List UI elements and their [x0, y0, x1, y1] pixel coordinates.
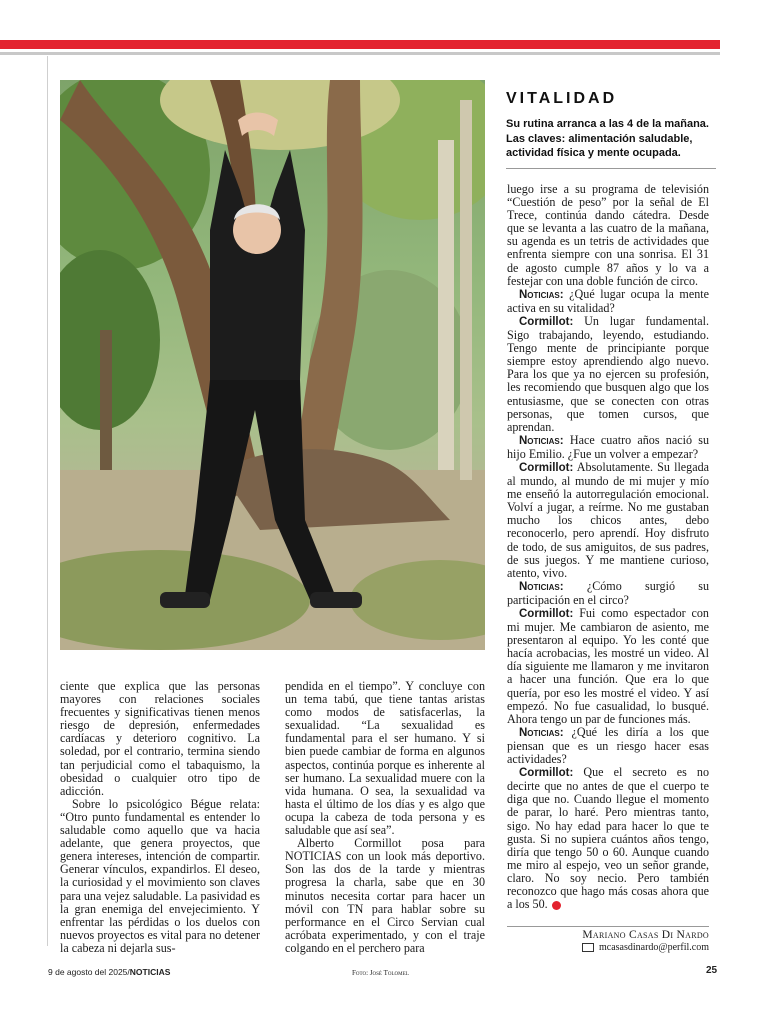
top-gray-rule	[0, 52, 720, 55]
speaker-noticias: Noticias:	[519, 288, 564, 301]
speaker-noticias: Noticias:	[519, 434, 564, 447]
caption-divider	[506, 168, 716, 169]
interview-answer: Cormillot: Un lugar fundamental. Sigo trabajando, leyendo, estudiando. Tengo mente de principiante porque siempre estoy aprendiendo algo nuevo. Para los que ya no ejercen su profesión, les recomiendo que busquen algo que los entusiasme, que se conecten con otras personas, que tomen cursos, que aprendan.	[507, 313, 709, 434]
article-column-3	[507, 183, 709, 911]
section-kicker: VITALIDAD	[506, 90, 618, 107]
paragraph: ciente que explica que las personas mayores con relaciones sociales frecuentes y significativas tienen menos riesgo de depresión, enfermedades cardíacas y deterioro cognitivo. La soledad, por el contrario, termina siendo tan perjudicial como el tabaquismo, la obesidad o cualquier otro tipo de adicción.	[60, 679, 260, 798]
speaker-noticias: Noticias:	[519, 726, 564, 739]
speaker-cormillot: Cormillot:	[519, 315, 574, 328]
article-column-2	[285, 680, 485, 955]
paragraph: pendida en el tiempo”. Y concluye con un tema tabú, que tiene tantas aristas como modos de satisfacerlas, la sexualidad. “La sexualidad es fundamental para el ser humano. Y si bien puede cambiar de forma en algunos aspectos, continúa porque es inherente al ser humano. La sexualidad muere con la vida humana. O sea, la sexualidad va hasta el último de los días y es algo que ocupa la cabeza de toda persona y es saludable que así sea”.	[285, 679, 485, 838]
interview-question: Noticias: Hace cuatro años nació su hijo Emilio. ¿Fue un volver a empezar?	[507, 432, 709, 461]
speaker-noticias: Noticias:	[519, 580, 564, 593]
paragraph: Alberto Cormillot posa para NOTICIAS con un look más deportivo. Son las dos de la tarde y mientras progresa la charla, sabe que en 30 minutos necesita cortar para hacer un móvil con TN para hablar sobre su performance en el Circo Servian cual acróbata experimentado, y con el traje colgando en el perchero para	[285, 836, 485, 955]
footer-date: 9 de agosto del 2025/NOTICIAS	[48, 967, 171, 977]
interview-question: Noticias: ¿Cómo surgió su participación en el circo?	[507, 578, 709, 607]
article-column-1	[60, 680, 260, 955]
mail-icon	[582, 943, 594, 952]
end-mark-icon	[552, 901, 561, 910]
paragraph: luego irse a su programa de televisión “Cuestión de peso” por la señal de El Trece, continúa dando cátedra. Desde que se levanta a las cuatro de la mañana, su agenda es un tetris de actividades que enfrenta siempre con una sonrisa. El 31 de agosto cumple 87 años y lo va a festejar con una doble función de circo.	[507, 182, 709, 288]
top-red-rule	[0, 40, 720, 49]
photo-caption: Su rutina arranca a las 4 de la mañana. Las claves: alimentación saludable, actividad física y mente ocupada.	[506, 118, 709, 159]
feature-photo	[60, 80, 485, 650]
speaker-cormillot: Cormillot:	[519, 608, 574, 620]
author-byline: Mariano Casas Di Nardo	[582, 929, 709, 941]
byline-divider	[507, 926, 709, 927]
interview-answer: Cormillot: Que el secreto es no decirte que no antes de que el cuerpo te diga que no. Cuando llegue el momento de parar, lo haré. Pero mientras tanto, sigo. No hay edad para hacer lo que te gusta. Si no supiera cuántos años tengo, diría que tengo 50 o 60. Aunque cuando me miro al espejo, veo un señor grande, claro. No soy necio. Pero también reconozco que hago más cosas ahora que a los 50.	[507, 765, 709, 912]
footer-magazine: NOTICIAS	[129, 967, 171, 977]
interview-answer: Cormillot: Fui como espectador con mi mujer. Me cambiaron de asiento, me presentaron al equipo. Yo les conté que hacía acrobacias, les mostré un video. Al día siguiente me llamaron y me invitaron a hacer una función. Que era lo que quería, por eso les mostré el video. Y así empezó. No fue casualidad, lo busqué. Ahora tengo un par de funciones más.	[507, 606, 709, 726]
paragraph: Sobre lo psicológico Bégue relata: “Otro punto fundamental es entender lo saludable como aquello que va hacia adelante, que genera proyectos, que genera intereses, intención de compartir. Generar vínculos, expandirlos. El deseo, la curiosidad y el movimiento son claves para una vejez saludable. La pasividad es la gran enemiga del envejecimiento. Y enfrentar las pérdidas o los duelos con nuevos proyectos es vital para no detener la cabeza ni dejarla sus-	[60, 796, 260, 955]
margin-rule	[47, 56, 48, 946]
speaker-cormillot: Cormillot:	[519, 767, 574, 780]
interview-question: Noticias: ¿Qué lugar ocupa la mente activa en su vitalidad?	[507, 286, 709, 315]
page-number: 25	[706, 965, 718, 976]
interview-question: Noticias: ¿Qué les diría a los que piensan que es un riesgo hacer esas actividades?	[507, 724, 709, 767]
photo-credit: Foto: José Tolomei.	[352, 969, 410, 977]
author-email[interactable]: mcasasdinardo@perfil.com	[507, 942, 709, 953]
speaker-cormillot: Cormillot:	[519, 461, 574, 474]
interview-answer: Cormillot: Absolutamente. Su llegada al mundo, al mundo de mi mujer y mío me enseñó la autorregulación emocional. Volví a jugar, a reírme. No me gustaban mucho los chicos antes, debo reconocerlo, pero aprendí. Hoy disfruto de todo, de sus amiguitos, de sus padres, de sus juegos. Y me mantiene curioso, atento, vivo.	[507, 459, 710, 580]
